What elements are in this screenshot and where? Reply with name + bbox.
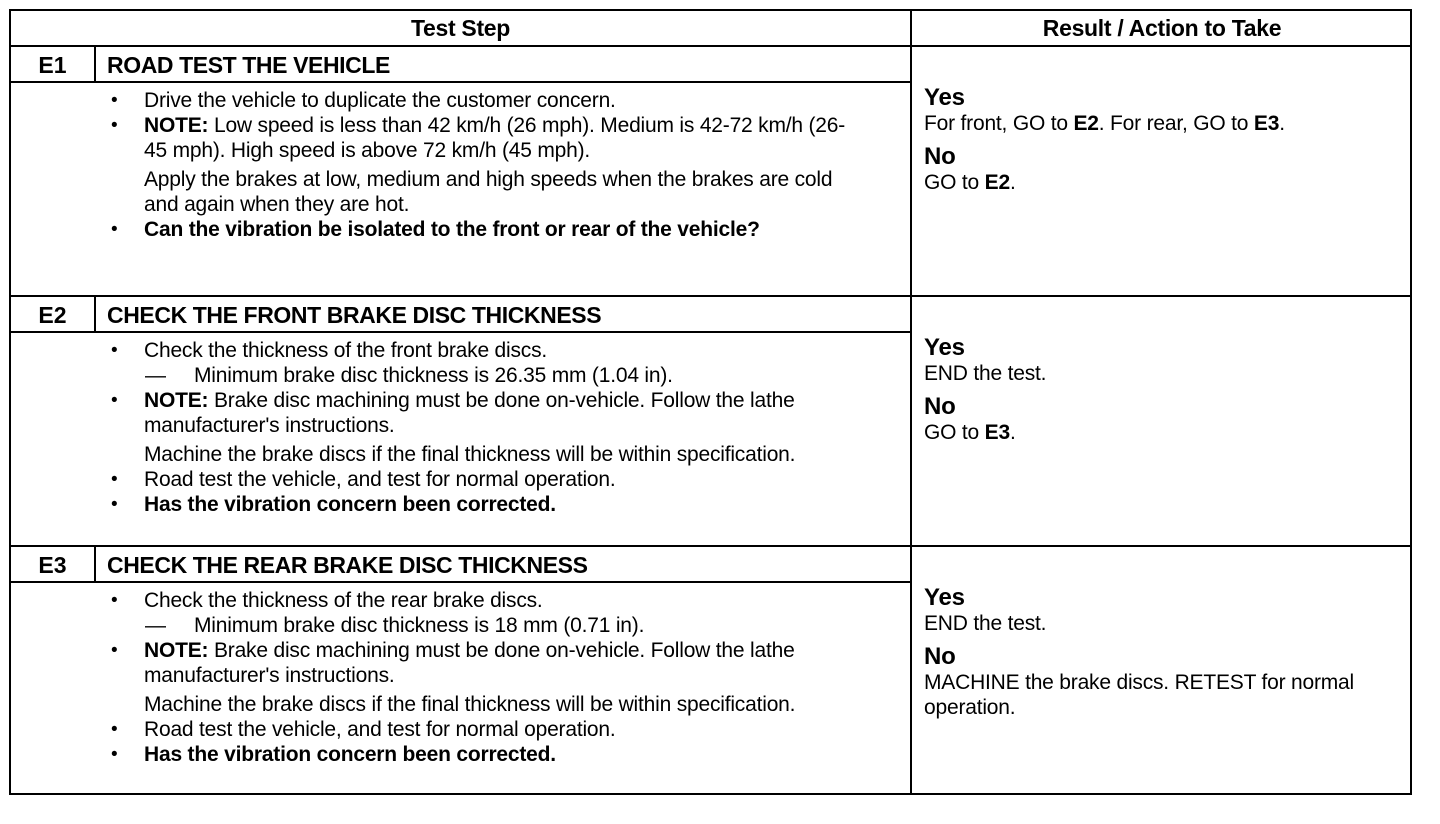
bullet: • [111,90,118,111]
sub-item [107,363,867,388]
step-id: E2 [38,301,67,328]
no-action: GO to E2. [924,171,1016,194]
item-text: Road test the vehicle, and test for normal operation. [144,468,616,491]
yes-action: END the test. [924,362,1047,385]
step-body [107,588,867,767]
bullet: • [111,640,118,661]
dash: — [145,364,166,387]
paragraph: Apply the brakes at low, medium and high speeds when the brakes are cold and again when they are hot. [144,168,833,216]
header-result-action: Result / Action to Take [1042,14,1282,41]
note-label: NOTE: [144,639,209,662]
list-item [107,217,867,242]
step-result [924,335,1404,445]
step-body [107,88,867,242]
no-action: MACHINE the brake discs. RETEST for normal operation. [924,671,1355,719]
bullet: • [111,219,118,240]
bullet: • [111,494,118,515]
paragraph: Machine the brake discs if the final thickness will be within specification. [144,693,796,716]
step-title-divider [11,581,910,583]
bullet: • [111,390,118,411]
step-title: ROAD TEST THE VEHICLE [107,51,390,78]
step-title: CHECK THE FRONT BRAKE DISC THICKNESS [107,301,602,328]
diagnostic-table [9,9,1412,795]
list-item [107,742,867,767]
list-item [107,717,867,742]
step-body [107,338,867,517]
list-item [107,388,867,438]
step-result [924,585,1404,720]
list-item [107,467,867,492]
step-id-divider [94,297,96,331]
bullet: • [111,340,118,361]
item-text: Drive the vehicle to duplicate the customer concern. [144,89,616,112]
item-text: Brake disc machining must be done on-vehicle. Follow the lathe manufacturer's instructions. [144,389,795,437]
question-text: Can the vibration be isolated to the front or rear of the vehicle? [144,218,760,241]
question-text: Has the vibration concern been corrected. [144,743,556,766]
list-item [107,492,867,517]
step-id: E1 [38,51,67,78]
no-label: No [924,143,956,170]
no-label: No [924,643,956,670]
item-text: Minimum brake disc thickness is 26.35 mm (1.04 in). [194,364,673,387]
item-text: Check the thickness of the rear brake discs. [144,589,543,612]
step-title-divider [11,331,910,333]
no-action: GO to E3. [924,421,1016,444]
list-item [107,588,867,613]
step-title: CHECK THE REAR BRAKE DISC THICKNESS [107,551,588,578]
bullet: • [111,590,118,611]
list-item [107,338,867,363]
bullet: • [111,744,118,765]
yes-label: Yes [924,334,965,361]
item-text: Low speed is less than 42 km/h (26 mph). Medium is 42-72 km/h (26-45 mph). High speed is above 72 km/h (45 mph). [144,114,846,162]
item-text: Road test the vehicle, and test for normal operation. [144,718,616,741]
bullet: • [111,469,118,490]
question-text: Has the vibration concern been corrected. [144,493,556,516]
dash: — [145,614,166,637]
no-label: No [924,393,956,420]
note-label: NOTE: [144,114,209,137]
bullet: • [111,719,118,740]
yes-label: Yes [924,584,965,611]
item-text: Minimum brake disc thickness is 18 mm (0.71 in). [194,614,645,637]
column-divider [910,11,912,793]
bullet: • [111,115,118,136]
list-item [107,638,867,688]
header-test-step: Test Step [410,14,511,41]
list-item [107,88,867,113]
sub-item [107,613,867,638]
yes-action: For front, GO to E2. For rear, GO to E3. [924,112,1285,135]
step-id-divider [94,47,96,81]
paragraph: Machine the brake discs if the final thickness will be within specification. [144,443,796,466]
step-id: E3 [38,551,67,578]
step-result [924,85,1404,195]
item-text: Brake disc machining must be done on-vehicle. Follow the lathe manufacturer's instructions. [144,639,795,687]
step-title-divider [11,81,910,83]
yes-action: END the test. [924,612,1047,635]
note-label: NOTE: [144,389,209,412]
list-item [107,113,867,163]
step-id-divider [94,547,96,581]
yes-label: Yes [924,84,965,111]
item-text: Check the thickness of the front brake discs. [144,339,548,362]
